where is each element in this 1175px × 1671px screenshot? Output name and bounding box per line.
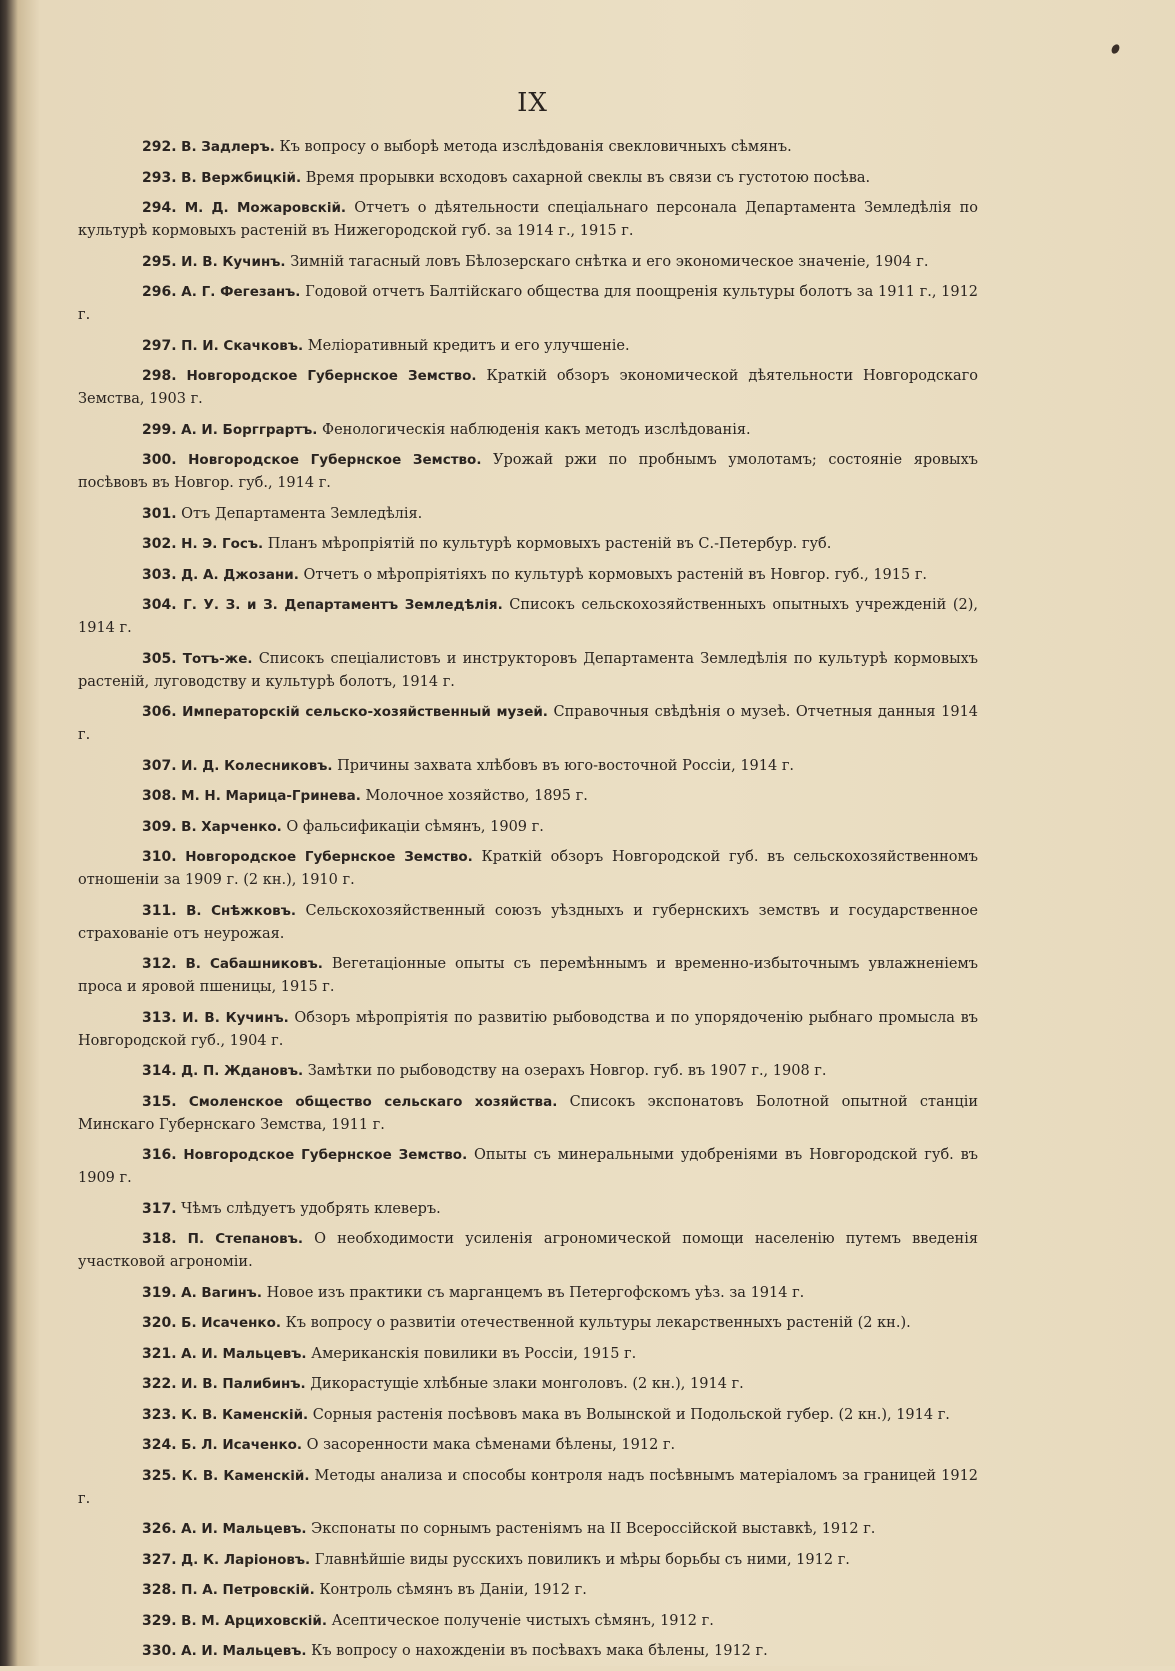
list-item [78, 594, 978, 640]
entry-title: Годовой отчетъ Балтійскаго общества для поощренія культуры болотъ за 1911 г., 1912 г. [78, 284, 979, 323]
entry-author: В. Задлеръ. [181, 139, 275, 155]
entry-author: А. И. Боргграртъ. [181, 421, 318, 438]
entry-title: Списокъ сельскохозяйственныхъ опытныхъ учрежденій (2), 1914 г. [78, 597, 979, 636]
entry-author: П. А. Петровскій. [181, 1582, 315, 1598]
list-item [78, 1518, 978, 1541]
entry-author: П. И. Скачковъ. [181, 337, 304, 354]
page-folio: IX [517, 88, 548, 118]
entry-title: Фенологическія наблюденія какъ методъ изслѣдованія. [322, 421, 751, 438]
entry-title: Краткій обзоръ Новгородской губ. въ сельскохозяйственномъ отношеніи за 1909 г. (2 кн.), 1910 г. [78, 849, 979, 888]
entry-author: Императорскій сельско-хозяйственный музей. [182, 704, 548, 720]
entry-author: В. Сабашниковъ. [185, 956, 323, 972]
entry-author: К. В. Каменскій. [181, 1406, 309, 1423]
entry-author: А. Г. Фегезанъ. [181, 284, 301, 300]
list-item [78, 900, 978, 946]
entry-title: Причины захвата хлѣбовъ въ юго-восточной Россіи, 1914 г. [337, 757, 795, 774]
entry-title: Планъ мѣропріятій по культурѣ кормовыхъ растеній въ С.-Петербур. губ. [267, 536, 832, 552]
entry-title: Меліоративный кредитъ и его улучшеніе. [307, 337, 630, 354]
entry-title: О фальсификаціи сѣмянъ, 1909 г. [286, 818, 544, 835]
entry-author: В. Харченко. [181, 818, 282, 835]
entry-number: 320. [142, 1315, 177, 1331]
list-item [78, 335, 978, 358]
list-item [78, 648, 978, 694]
entry-title: Главнѣйшіе виды русскихъ повиликъ и мѣры борьбы съ ними, 1912 г. [314, 1551, 850, 1568]
entry-author: Г. У. З. и З. Департаментъ Земледѣлія. [183, 597, 503, 613]
list-item [78, 816, 978, 839]
entry-number: 297. [142, 337, 177, 354]
entry-number: 328. [142, 1582, 177, 1598]
entry-number: 309. [142, 818, 177, 835]
list-item [78, 785, 978, 808]
entry-title: Обзоръ мѣропріятія по развитію рыбоводства и по упорядоченію рыбнаго промысла въ Новгородской губ., 1904 г. [78, 1009, 979, 1049]
list-item [78, 1404, 978, 1427]
list-item [78, 564, 978, 587]
entry-number: 325. [142, 1467, 177, 1484]
entry-author: В. Вержбицкій. [181, 169, 302, 186]
entry-author: Д. П. Ждановъ. [181, 1063, 304, 1079]
entry-number: 296. [142, 284, 177, 300]
list-item [78, 755, 978, 778]
list-item [78, 449, 978, 495]
list-item [78, 1060, 978, 1083]
entry-number: 306. [142, 704, 177, 720]
entry-title: О засоренности мака сѣменами бѣлены, 1912 г. [306, 1437, 676, 1453]
list-item [78, 953, 978, 999]
list-item [78, 701, 978, 747]
list-item [78, 846, 978, 892]
entry-title: Отъ Департамента Земледѣлія. [181, 505, 423, 522]
entry-title: Методы анализа и способы контроля надъ посѣвнымъ матеріаломъ за границей 1912 г. [78, 1467, 979, 1507]
entry-title: Отчетъ о мѣропріятіяхъ по культурѣ кормовыхъ растеній въ Новгор. губ., 1915 г. [303, 566, 928, 583]
entry-number: 326. [142, 1521, 177, 1537]
entry-number: 315. [142, 1093, 177, 1110]
entry-author: Новгородское Губернское Земство. [183, 1147, 468, 1163]
entry-title: О необходимости усиленія агрономической помощи населенію путемъ введенія участковой агрономіи. [78, 1231, 978, 1270]
entry-title: Чѣмъ слѣдуетъ удобрять клеверъ. [181, 1200, 441, 1217]
entry-title: Сельскохозяйственный союзъ уѣздныхъ и губернскихъ земствъ и государственное страхованіе отъ неурожая. [78, 902, 979, 942]
entry-author: Тотъ-же. [182, 650, 253, 667]
entry-author: Б. Л. Исаченко. [181, 1437, 303, 1453]
entry-author: Новгородское Губернское Земство. [185, 849, 473, 865]
list-item [78, 197, 978, 243]
list-item [78, 365, 978, 411]
list-item [78, 136, 978, 159]
entry-title: Къ вопросу о выборѣ метода изслѣдованія свекловичныхъ сѣмянъ. [279, 139, 792, 155]
list-item [78, 419, 978, 442]
entry-author: И. Д. Колесниковъ. [181, 757, 333, 774]
entry-author: Новгородское Губернское Земство. [186, 368, 477, 384]
entry-title: Къ вопросу о развитіи отечественной культуры лекарственныхъ растеній (2 кн.). [285, 1315, 911, 1331]
entry-title: Къ вопросу о нахожденіи въ посѣвахъ мака бѣлены, 1912 г. [311, 1643, 768, 1659]
entry-number: 323. [142, 1406, 177, 1423]
entry-author: Н. Э. Госъ. [181, 536, 264, 552]
bibliography-list [78, 136, 978, 1671]
entry-title: Опыты съ минеральными удобреніями въ Новгородской губ. въ 1909 г. [78, 1147, 978, 1186]
entry-number: 295. [142, 253, 177, 270]
entry-number: 304. [142, 597, 177, 613]
entry-number: 314. [142, 1063, 177, 1079]
entry-title: Списокъ экспонатовъ Болотной опытной станціи Минскаго Губернскаго Земства, 1911 г. [78, 1093, 979, 1133]
entry-author: Новгородское Губернское Земство. [188, 452, 482, 468]
entry-number: 312. [142, 956, 177, 972]
list-item [78, 1343, 978, 1366]
entry-title: Урожай ржи по пробнымъ умолотамъ; состояніе яровыхъ посѣвовъ въ Новгор. губ., 1914 г. [78, 452, 978, 491]
entry-number: 302. [142, 536, 177, 552]
entry-author: К. В. Каменскій. [181, 1467, 310, 1484]
entry-author: И. В. Палибинъ. [181, 1376, 306, 1392]
entry-number: 294. [142, 200, 177, 216]
entry-title: Списокъ спеціалистовъ и инструкторовъ Департамента Земледѣлія по культурѣ кормовыхъ растеній, луговодству и культурѣ болотъ, 1914 г. [78, 650, 979, 690]
list-item [78, 1198, 978, 1221]
entry-number: 308. [142, 788, 177, 804]
entry-author: В. М. Арциховскій. [181, 1612, 328, 1629]
entry-author: Д. К. Ларіоновъ. [181, 1551, 311, 1568]
list-item [78, 1373, 978, 1396]
list-item [78, 1610, 978, 1633]
entry-number: 299. [142, 421, 177, 438]
entry-number: 327. [142, 1551, 177, 1568]
ink-speck [1110, 43, 1121, 55]
entry-title: Краткій обзоръ экономической дѣятельности Новгородскаго Земства, 1903 г. [78, 368, 979, 407]
entry-author: А. И. Мальцевъ. [181, 1521, 307, 1537]
entry-number: 303. [142, 566, 177, 583]
entry-title: Молочное хозяйство, 1895 г. [365, 788, 588, 804]
entry-number: 318. [142, 1231, 177, 1247]
entry-number: 311. [142, 902, 177, 919]
entry-author: Б. Исаченко. [181, 1315, 282, 1331]
entry-number: 329. [142, 1612, 177, 1629]
entry-title: Вегетаціонные опыты съ перемѣннымъ и временно-избыточнымъ увлажненіемъ проса и яровой пшеницы, 1915 г. [78, 956, 978, 995]
entry-number: 313. [142, 1009, 177, 1026]
list-item [78, 1007, 978, 1053]
entry-title: Справочныя свѣдѣнія о музеѣ. Отчетныя данныя 1914 г. [78, 704, 979, 743]
entry-title: Время прорывки всходовъ сахарной свеклы въ связи съ густотою посѣва. [305, 169, 871, 186]
list-item [78, 1091, 978, 1137]
list-item [78, 251, 978, 274]
entry-number: 298. [142, 368, 177, 384]
entry-number: 292. [142, 139, 177, 155]
entry-number: 317. [142, 1200, 177, 1217]
entry-title: Зимній тагасный ловъ Бѣлозерскаго снѣтка и его экономическое значеніе, 1904 г. [290, 253, 929, 270]
entry-author: Смоленское общество сельскаго хозяйства. [188, 1093, 558, 1110]
list-item [78, 533, 978, 556]
list-item [78, 1640, 978, 1663]
list-item [78, 1465, 978, 1511]
entry-number: 293. [142, 169, 177, 186]
list-item [78, 1144, 978, 1190]
list-item [78, 1312, 978, 1335]
entry-author: А. И. Мальцевъ. [181, 1643, 307, 1659]
entry-author: М. Н. Марица-Гринева. [181, 788, 361, 804]
entry-number: 301. [142, 505, 177, 522]
list-item [78, 1228, 978, 1274]
list-item [78, 1549, 978, 1572]
entry-number: 305. [142, 650, 177, 667]
entry-number: 307. [142, 757, 177, 774]
entry-number: 310. [142, 849, 177, 865]
entry-number: 330. [142, 1643, 177, 1659]
entry-author: И. В. Кучинъ. [181, 253, 286, 270]
entry-author: В. Снѣжковъ. [186, 902, 296, 919]
entry-title: Контроль сѣмянъ въ Даніи, 1912 г. [319, 1582, 587, 1598]
entry-title: Экспонаты по сорнымъ растеніямъ на II Всероссійской выставкѣ, 1912 г. [311, 1521, 876, 1537]
list-item [78, 1579, 978, 1602]
list-item [78, 167, 978, 190]
list-item [78, 281, 978, 327]
entry-author: А. И. Мальцевъ. [181, 1345, 307, 1362]
entry-title: Дикорастущіе хлѣбные злаки монголовъ. (2 кн.), 1914 г. [310, 1376, 744, 1392]
entry-number: 319. [142, 1284, 177, 1301]
list-item [78, 1434, 978, 1457]
entry-title: Новое изъ практики съ марганцемъ въ Петергофскомъ уѣз. за 1914 г. [266, 1284, 805, 1301]
entry-author: П. Степановъ. [187, 1231, 303, 1247]
entry-author: А. Вагинъ. [181, 1284, 262, 1301]
entry-number: 300. [142, 452, 177, 468]
entry-author: И. В. Кучинъ. [182, 1009, 289, 1026]
entry-title: Американскія повилики въ Россіи, 1915 г. [311, 1345, 637, 1362]
entry-number: 324. [142, 1437, 177, 1453]
entry-title: Отчетъ о дѣятельности спеціальнаго персонала Департамента Земледѣлія по культурѣ кормовыхъ растеній въ Нижегородской губ. за 1914 г., 1915 г. [78, 200, 979, 239]
entry-number: 316. [142, 1147, 177, 1163]
entry-number: 321. [142, 1345, 177, 1362]
entry-title: Сорныя растенія посѣвовъ мака въ Волынской и Подольской губер. (2 кн.), 1914 г. [312, 1406, 950, 1423]
entry-title: Асептическое полученіе чистыхъ сѣмянъ, 1912 г. [331, 1612, 714, 1629]
entry-author: М. Д. Можаровскій. [184, 200, 347, 216]
entry-title: Замѣтки по рыбоводству на озерахъ Новгор. губ. въ 1907 г., 1908 г. [307, 1063, 827, 1079]
entry-author: Д. А. Джозани. [181, 566, 299, 583]
list-item [78, 503, 978, 526]
list-item [78, 1282, 978, 1305]
entry-number: 322. [142, 1376, 177, 1392]
